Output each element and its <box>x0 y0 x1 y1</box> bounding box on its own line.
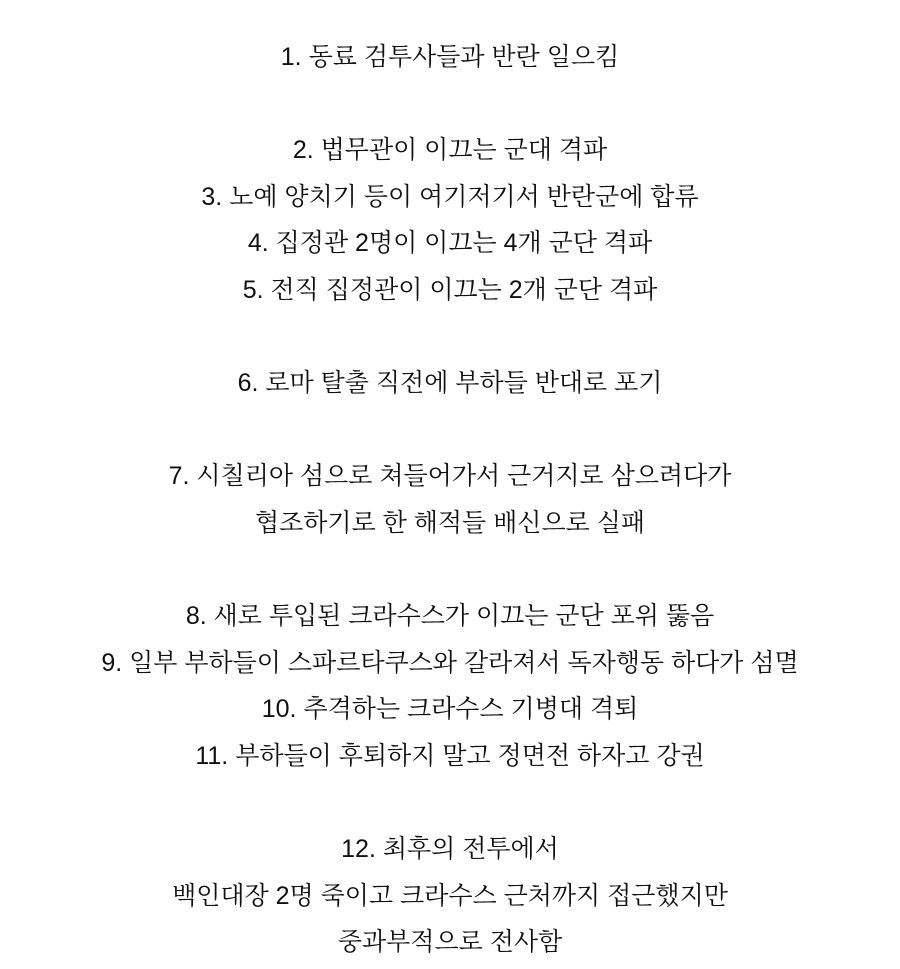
blank-line <box>0 314 900 361</box>
text-line: 11. 부하들이 후퇴하지 말고 정면전 하자고 강권 <box>195 741 705 770</box>
text-line: 백인대장 2명 죽이고 크라수스 근처까지 접근했지만 <box>172 881 728 910</box>
text-line: 3. 노예 양치기 등이 여기저기서 반란군에 합류 <box>201 182 699 211</box>
blank-line <box>0 780 900 827</box>
text-line: 9. 일부 부하들이 스파르타쿠스와 갈라져서 독자행동 하다가 섬멸 <box>101 648 799 677</box>
blank-line <box>0 407 900 454</box>
text-line: 12. 최후의 전투에서 <box>341 835 559 864</box>
text-line: 4. 집정관 2명이 이끄는 4개 군단 격파 <box>247 229 653 258</box>
text-line: 2. 법무관이 이끄는 군대 격파 <box>292 136 608 165</box>
text-line: 8. 새로 투입된 크라수스가 이끄는 군단 포위 뚫음 <box>185 602 715 631</box>
blank-line <box>0 547 900 594</box>
text-line: 5. 전직 집정관이 이끄는 2개 군단 격파 <box>242 275 658 304</box>
blank-line <box>0 81 900 128</box>
text-line: 6. 로마 탈출 직전에 부하들 반대로 포기 <box>237 369 663 398</box>
text-line: 1. 동료 검투사들과 반란 일으킴 <box>280 43 620 71</box>
text-line: 10. 추격하는 크라수스 기병대 격퇴 <box>261 695 639 724</box>
text-line: 협조하기로 한 해적들 배신으로 실패 <box>254 508 646 537</box>
text-line: 7. 시칠리아 섬으로 쳐들어가서 근거지로 삼으려다가 <box>168 462 732 491</box>
text-line: 중과부적으로 전사함 <box>337 928 563 957</box>
